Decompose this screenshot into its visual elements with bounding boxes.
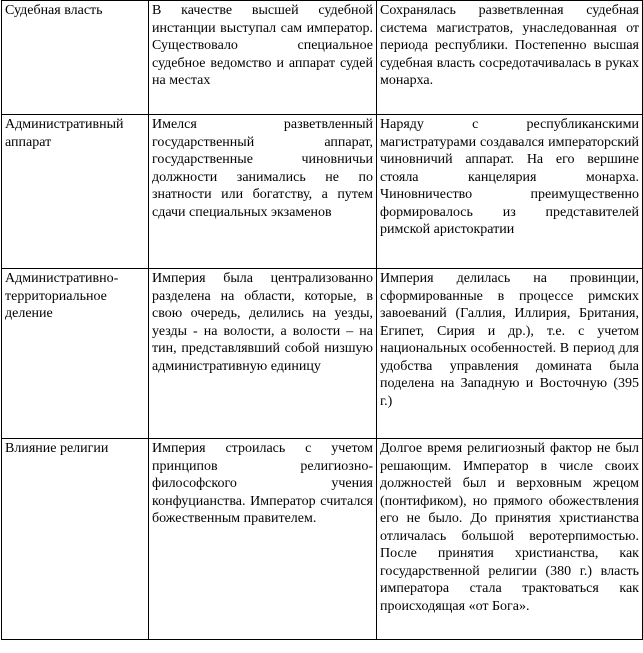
china-text: Империя была централизованно разделена на области, которые, в свою очередь, делились на уезды, уезды - на волости, а волости – на тин, представлявший собой низшую административную единицу [152,271,373,374]
china-cell [149,115,377,269]
china-text: Имелся разветвленный государственный аппарат, государственные чиновничьи должности занимались не по знатности или богатству, а путем сдачи специальных экзаменов [152,117,373,220]
china-cell [149,1,377,115]
rome-text: Долгое время религиозный фактор не был решающим. Император в числе своих должностей был и верховным жрецом (понтификом), но прямого обожествления его не было. До принятия христианства отличалась большой веротерпимостью. После принятия христианства, как государственной религии (380 г.) власть императора стала трактоваться как происходящая «от Бога». [380,441,639,614]
aspect-label: Судебная власть [5,3,103,18]
aspect-label: Административно-территориальное деление [5,271,119,321]
rome-text: Империя делилась на провинции, сформированные в процессе римских завоеваний (Галлия, Иллирия, Британия, Египет, Сирия и др.), т.е. с учетом национальных особенностей. В период для удобства управления домината была поделена на Западную и Восточную (395 г.) [380,271,639,409]
aspect-label: Административный аппарат [5,117,124,150]
china-cell [149,269,377,439]
table-row-religion [2,439,643,640]
rome-cell [377,269,643,439]
rome-cell [377,115,643,269]
aspect-cell [2,1,149,115]
aspect-cell [2,115,149,269]
aspect-cell [2,439,149,640]
china-text: В качестве высшей судебной инстанции выступал сам император. Существовало специальное судебное ведомство и аппарат судей на местах [152,3,373,88]
table-row-judicial [2,1,643,115]
rome-text: Наряду с республиканскими магистратурами создавался императорский чиновничий аппарат. На его вершине стояла канцелярия монарха. Чиновничество преимущественно формировалось из представителей римской аристократии [380,117,639,237]
aspect-label: Влияние религии [5,441,109,456]
table-row-territorial-division [2,269,643,439]
rome-cell [377,1,643,115]
aspect-cell [2,269,149,439]
rome-text: Сохранялась разветвленная судебная система магистратов, унаследованная от периода республики. Постепенно высшая судебная власть сосредотачивалась в руках монарха. [380,3,639,88]
table-row-administrative-apparatus [2,115,643,269]
comparison-table [1,0,643,640]
china-text: Империя строилась с учетом принципов религиозно-философского учения конфуцианства. Император считался божественным правителем. [152,441,373,526]
china-cell [149,439,377,640]
rome-cell [377,439,643,640]
